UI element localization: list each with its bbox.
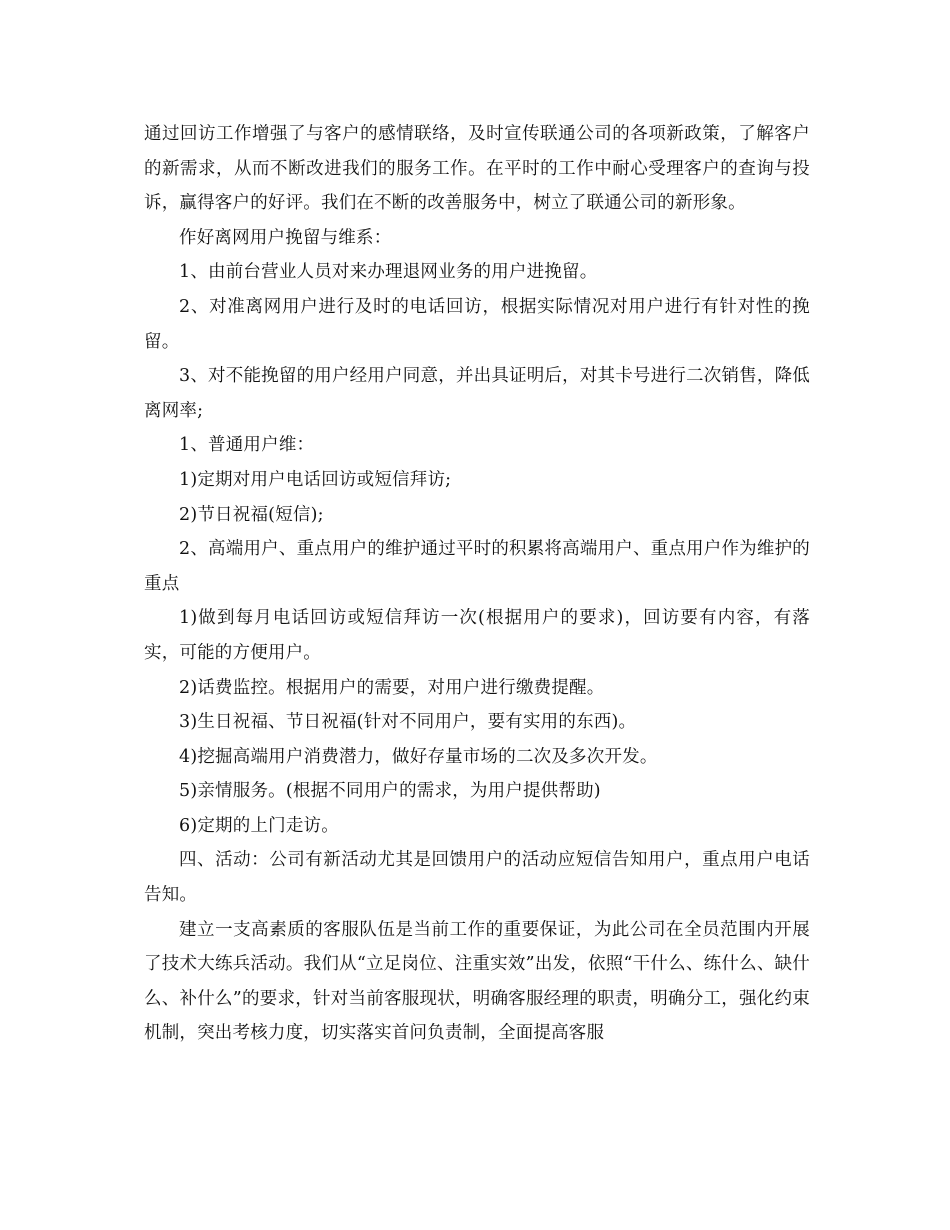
paragraph-retention-item-2: 2、对准离网用户进行及时的电话回访，根据实际情况对用户进行有针对性的挽留。 [144,296,810,352]
paragraph-retention-heading: 作好离网用户挽留与维系： [179,227,392,248]
paragraph-retention-item-1: 1、由前台营业人员对来办理退网业务的用户进挽留。 [179,262,598,283]
paragraph-key-users-item-5: 5)亲情服务。(根据不同用户的需求，为用户提供帮助) [179,781,601,802]
paragraph-regular-users-item-2: 2)节日祝福(短信); [179,504,324,525]
paragraph-key-users-item-6: 6)定期的上门走访。 [179,815,339,836]
paragraph-key-users-item-2: 2)话费监控。根据用户的需要，对用户进行缴费提醒。 [179,677,605,698]
document-body [144,117,810,1051]
paragraph-key-users-item-3: 3)生日祝福、节日祝福(针对不同用户，要有实用的东西)。 [179,712,637,733]
paragraph-key-users-item-4: 4)挖掘高端用户消费潜力，做好存量市场的二次及多次开发。 [179,746,658,767]
paragraph-team-building: 建立一支高素质的客服队伍是当前工作的重要保证，为此公司在全员范围内开展了技术大练兵活动。我们从“立足岗位、注重实效”出发，依照“干什么、练什么、缺什么、补什么”的要求，针对当前客服现状，明确客服经理的职责，明确分工，强化约束机制，突出考核力度，切实落实首问负责制，全面提高客服 [144,919,810,1044]
paragraph-activities: 四、活动：公司有新活动尤其是回馈用户的活动应短信告知用户，重点用户电话告知。 [144,850,810,906]
paragraph-regular-users-item-1: 1)定期对用户电话回访或短信拜访; [179,469,452,490]
paragraph-retention-item-3: 3、对不能挽留的用户经用户同意，并出具证明后，对其卡号进行二次销售，降低离网率; [144,366,810,421]
paragraph-intro: 通过回访工作增强了与客户的感情联络，及时宣传联通公司的各项新政策，了解客户的新需求，从而不断改进我们的服务工作。在平时的工作中耐心受理客户的查询与投诉，赢得客户的好评。我们在不断的改善服务中，树立了联通公司的新形象。 [144,124,810,214]
paragraph-key-users-heading: 2、高端用户、重点用户的维护通过平时的积累将高端用户、重点用户作为维护的重点 [144,539,810,594]
paragraph-key-users-item-1: 1)做到每月电话回访或短信拜访一次(根据用户的要求)，回访要有内容，有落实，可能的方便用户。 [144,608,810,663]
paragraph-regular-users-heading: 1、普通用户维： [179,435,315,456]
